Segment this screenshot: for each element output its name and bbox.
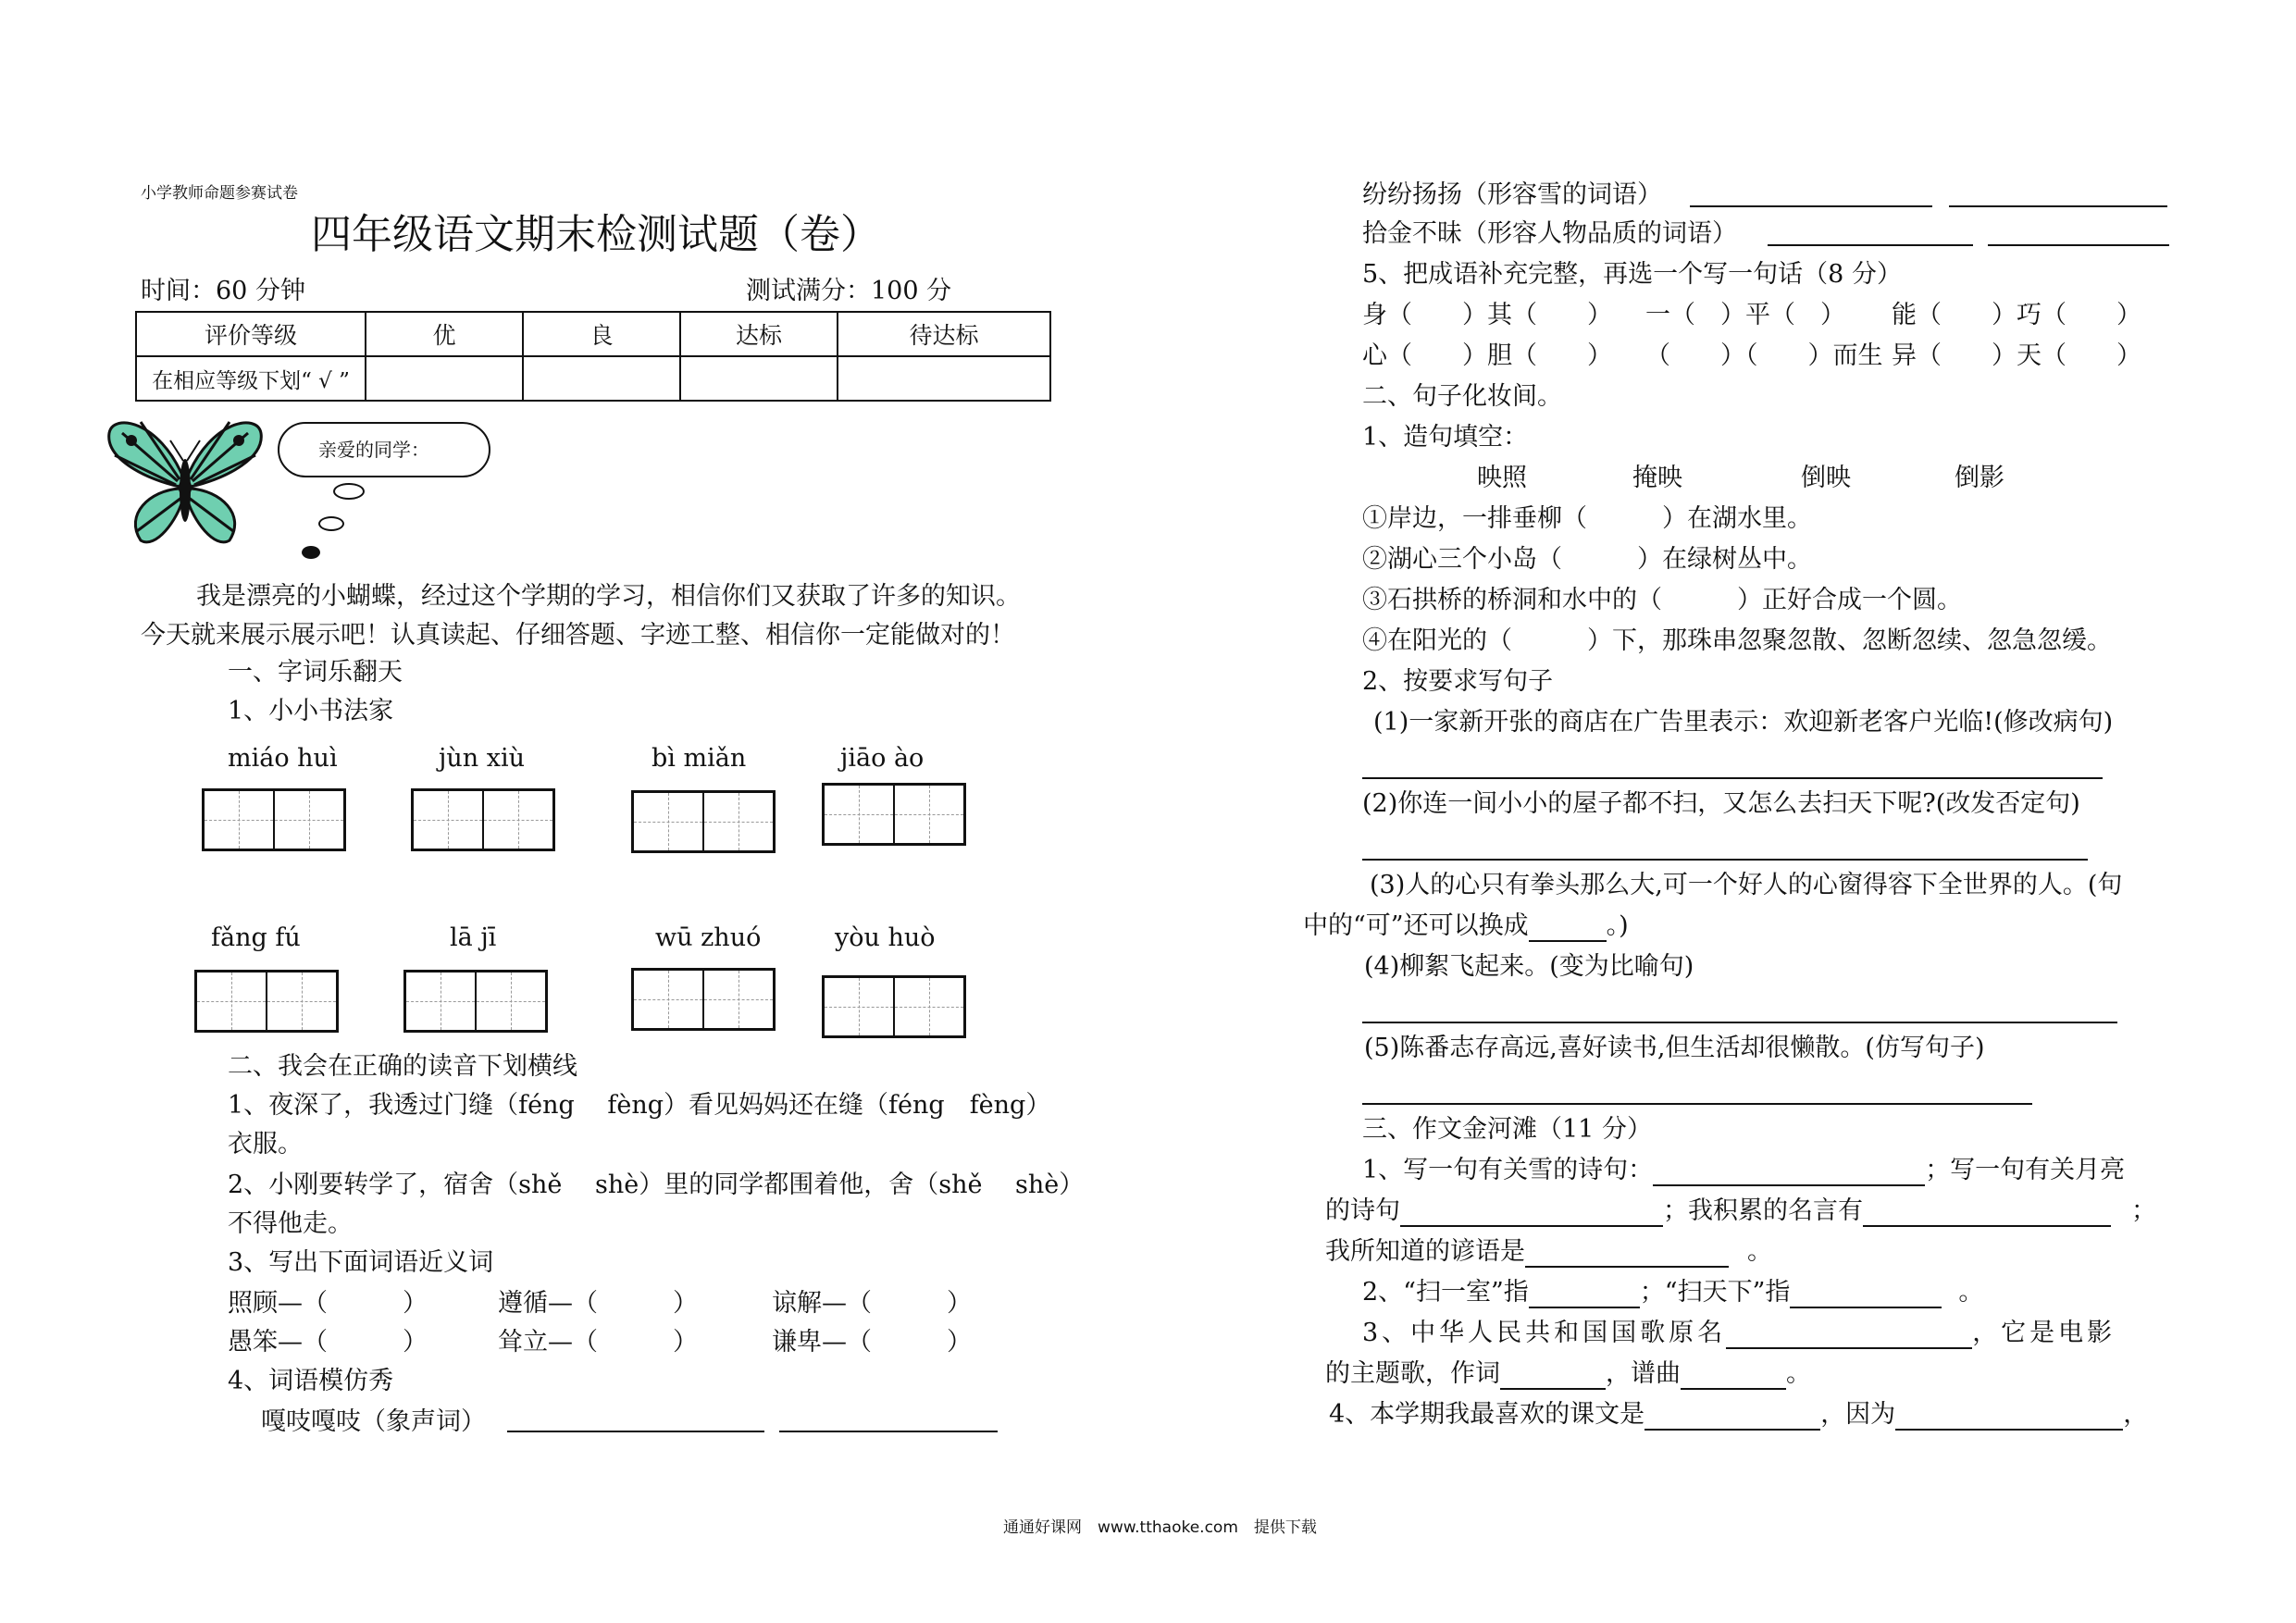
question-heading: 1、造句填空： bbox=[1362, 423, 1529, 452]
question-text-part: 。 bbox=[1958, 1278, 1984, 1307]
pinyin-label: jiāo ào bbox=[840, 744, 925, 773]
eval-mark-cell[interactable] bbox=[838, 356, 1050, 401]
answer-line[interactable] bbox=[779, 1408, 998, 1432]
question-heading: 5、把成语补充完整，再选一个写一句话（8 分） bbox=[1362, 260, 1902, 289]
idiom-item[interactable]: 能（ ）巧（ ） bbox=[1892, 301, 2141, 329]
writing-grid[interactable] bbox=[822, 783, 966, 846]
question-text: 1、夜深了，我透过门缝（féng fèng）看见妈妈还在缝（féng fèng） bbox=[228, 1091, 1051, 1120]
idiom-item[interactable]: 身（ ）其（ ） bbox=[1362, 301, 1612, 329]
question-text: (2)你连一间小小的屋子都不扫，又怎么去扫天下呢?(改发否定句) bbox=[1362, 789, 2080, 818]
pinyin-label: jùn xiù bbox=[439, 744, 525, 773]
eval-cell: 良 bbox=[523, 312, 680, 356]
question-text bbox=[1325, 1196, 2156, 1227]
answer-line[interactable] bbox=[1726, 1325, 1972, 1349]
speech-cloud bbox=[278, 422, 490, 477]
pinyin-label: wū zhuó bbox=[655, 923, 762, 952]
full-score: 测试满分：100 分 bbox=[746, 277, 952, 305]
answer-line[interactable] bbox=[1525, 1244, 1729, 1268]
answer-line[interactable] bbox=[1362, 836, 2088, 861]
question-text-part: 中的“可”还可以换成 bbox=[1303, 911, 1529, 940]
thought-bubble bbox=[302, 546, 320, 559]
question-text-part: 2、“扫一室”指 bbox=[1362, 1278, 1529, 1307]
question-text-part: ，谱曲 bbox=[1606, 1359, 1681, 1388]
pinyin-label: bì miǎn bbox=[652, 744, 747, 773]
idiom-item[interactable]: 异（ ）天（ ） bbox=[1892, 341, 2141, 370]
question-text bbox=[1329, 1399, 2148, 1431]
answer-line[interactable] bbox=[1988, 222, 2169, 246]
eval-mark-cell[interactable] bbox=[680, 356, 838, 401]
question-text-part: ；“扫天下”指 bbox=[1639, 1278, 1791, 1307]
question-text: 衣服。 bbox=[228, 1130, 303, 1158]
eval-mark-cell[interactable] bbox=[523, 356, 680, 401]
word-option: 倒影 bbox=[1955, 464, 2004, 492]
word-option: 倒映 bbox=[1801, 464, 1851, 492]
idiom-item[interactable]: （ ）（ ）而生 bbox=[1645, 341, 1883, 370]
question-text bbox=[1362, 1318, 2116, 1349]
question-text bbox=[1325, 1358, 1811, 1390]
question-text-part: ； bbox=[2131, 1196, 2156, 1225]
question-text: 2、小刚要转学了，宿舍（shě shè）里的同学都围着他，舍（shě shè） bbox=[228, 1171, 1085, 1199]
question-heading: 4、词语模仿秀 bbox=[228, 1367, 394, 1395]
synonym-item[interactable]: 愚笨—（ ） bbox=[228, 1328, 428, 1357]
fill-sentence[interactable]: ①岸边，一排垂柳（ ）在湖水里。 bbox=[1362, 504, 1812, 533]
synonym-item[interactable]: 照顾—（ ） bbox=[228, 1289, 428, 1318]
pinyin-label: fǎng fú bbox=[211, 923, 301, 952]
eval-cell: 评价等级 bbox=[136, 312, 366, 356]
answer-line[interactable] bbox=[1790, 1284, 1942, 1308]
question-text-part: ；写一句有关月亮 bbox=[1925, 1156, 2126, 1184]
answer-line[interactable] bbox=[1362, 1081, 2032, 1105]
section-heading: 三、作文金河滩（11 分） bbox=[1362, 1115, 1652, 1144]
butterfly-icon bbox=[104, 413, 267, 553]
writing-grid[interactable] bbox=[822, 975, 966, 1038]
fill-sentence[interactable]: ③石拱桥的桥洞和水中的（ ）正好合成一个圆。 bbox=[1362, 586, 1962, 614]
section-heading: 一、字词乐翻天 bbox=[228, 658, 403, 687]
answer-line[interactable] bbox=[1949, 183, 2167, 207]
answer-line[interactable] bbox=[1681, 1366, 1786, 1390]
writing-grid[interactable] bbox=[411, 788, 555, 851]
question-text bbox=[1362, 1155, 2125, 1186]
answer-line[interactable] bbox=[1653, 1162, 1925, 1186]
question-text-part: 的主题歌，作词 bbox=[1325, 1359, 1500, 1388]
evaluation-table bbox=[135, 311, 1051, 402]
thought-bubble bbox=[318, 516, 344, 531]
question-heading: 2、按要求写句子 bbox=[1362, 667, 1554, 696]
eval-cell: 待达标 bbox=[838, 312, 1050, 356]
exam-subtitle: 小学教师命题参赛试卷 bbox=[141, 184, 298, 203]
answer-line[interactable] bbox=[1644, 1406, 1820, 1431]
idiom-item[interactable]: 心（ ）胆（ ） bbox=[1362, 341, 1612, 370]
writing-grid[interactable] bbox=[631, 968, 776, 1031]
answer-line[interactable] bbox=[1690, 183, 1932, 207]
answer-line[interactable] bbox=[1768, 222, 1973, 246]
question-text: 不得他走。 bbox=[228, 1209, 353, 1238]
eval-cell: 达标 bbox=[680, 312, 838, 356]
idiom-item[interactable]: 一（ ）平（ ） bbox=[1645, 301, 1845, 329]
pinyin-label: yòu huò bbox=[835, 923, 936, 952]
section-heading: 二、句子化妆间。 bbox=[1362, 382, 1562, 411]
answer-line[interactable] bbox=[1400, 1203, 1663, 1227]
fill-sentence[interactable]: ④在阳光的（ ）下，那珠串忽聚忽散、忽断忽续、忽急忽缓。 bbox=[1362, 626, 2112, 655]
question-text: (3)人的心只有拳头那么大,可一个好人的心窗得容下全世界的人。(句 bbox=[1370, 871, 2123, 899]
answer-line[interactable] bbox=[1529, 1284, 1640, 1308]
pinyin-label: lā jī bbox=[450, 923, 497, 952]
question-text-part: ， bbox=[2123, 1400, 2149, 1429]
eval-mark-cell[interactable] bbox=[366, 356, 523, 401]
question-heading: 3、写出下面词语近义词 bbox=[228, 1248, 494, 1277]
question-text bbox=[1325, 1236, 1772, 1268]
exam-time: 时间：60 分钟 bbox=[141, 277, 305, 305]
question-heading: 1、小小书法家 bbox=[228, 697, 394, 725]
intro-line: 今天就来展示展示吧！认真读起、仔细答题、字迹工整、相信你一定能做对的！ bbox=[141, 621, 1015, 650]
question-text-part: 我所知道的谚语是 bbox=[1325, 1237, 1525, 1266]
writing-grid[interactable] bbox=[631, 790, 776, 853]
question-text-part: 。) bbox=[1606, 911, 1629, 940]
question-text-part: 的诗句 bbox=[1325, 1196, 1400, 1225]
question-text-part: 1、写一句有关雪的诗句： bbox=[1362, 1156, 1654, 1184]
question-text bbox=[1303, 911, 1629, 942]
answer-line[interactable] bbox=[507, 1408, 764, 1432]
eval-cell: 优 bbox=[366, 312, 523, 356]
answer-line[interactable] bbox=[1500, 1366, 1606, 1390]
question-text: (4)柳絮飞起来。(变为比喻句) bbox=[1364, 952, 1694, 981]
question-text: 嘎吱嘎吱（象声词） bbox=[261, 1407, 486, 1436]
word-option: 掩映 bbox=[1632, 464, 1682, 492]
page-title: 四年级语文期末检测试题（卷） bbox=[311, 211, 881, 258]
synonym-item[interactable]: 耸立—（ ） bbox=[498, 1328, 698, 1357]
synonym-item[interactable]: 谦卑—（ ） bbox=[772, 1328, 972, 1357]
footer-text: 通通好课网 www.tthaoke.com 提供下载 bbox=[1003, 1518, 1317, 1537]
cloud-text: 亲爱的同学： bbox=[318, 439, 429, 461]
thought-bubble bbox=[333, 483, 365, 500]
question-text: 纷纷扬扬（形容雪的词语） bbox=[1362, 180, 1662, 209]
answer-line[interactable] bbox=[1362, 999, 2117, 1023]
writing-grid[interactable] bbox=[194, 970, 339, 1033]
writing-grid[interactable] bbox=[403, 970, 548, 1033]
question-text: 拾金不昧（形容人物品质的词语） bbox=[1362, 219, 1737, 248]
eval-header-row bbox=[136, 312, 1050, 356]
answer-line[interactable] bbox=[1529, 918, 1607, 942]
question-text-part: ；我积累的名言有 bbox=[1663, 1196, 1863, 1225]
question-text-part: ，因为 bbox=[1820, 1400, 1896, 1429]
answer-line[interactable] bbox=[1863, 1203, 2111, 1227]
eval-mark-row bbox=[136, 356, 1050, 401]
question-text-part: 4、本学期我最喜欢的课文是 bbox=[1329, 1400, 1645, 1429]
section-heading: 二、我会在正确的读音下划横线 bbox=[228, 1052, 577, 1081]
question-text-part: ，它是电影 bbox=[1972, 1319, 2116, 1347]
question-text-part: 。 bbox=[1747, 1237, 1772, 1266]
synonym-item[interactable]: 遵循—（ ） bbox=[498, 1289, 698, 1318]
question-text: (1)一家新开张的商店在广告里表示：欢迎新老客户光临!(修改病句) bbox=[1373, 708, 2114, 737]
synonym-item[interactable]: 谅解—（ ） bbox=[772, 1289, 972, 1318]
answer-line[interactable] bbox=[1362, 755, 2103, 779]
question-text: (5)陈番志存高远,喜好读书,但生活却很懒散。(仿写句子) bbox=[1364, 1034, 1985, 1062]
question-text-part: 。 bbox=[1786, 1359, 1811, 1388]
question-text-part: 3、中华人民共和国国歌原名 bbox=[1362, 1319, 1727, 1347]
eval-cell: 在相应等级下划“ √ ” bbox=[136, 356, 366, 401]
pinyin-label: miáo huì bbox=[228, 744, 338, 773]
intro-line: 我是漂亮的小蝴蝶，经过这个学期的学习，相信你们又获取了许多的知识。 bbox=[196, 582, 1021, 611]
question-text bbox=[1362, 1277, 1983, 1308]
fill-sentence[interactable]: ②湖心三个小岛（ ）在绿树丛中。 bbox=[1362, 545, 1812, 574]
answer-line[interactable] bbox=[1895, 1406, 2123, 1431]
word-option: 映照 bbox=[1477, 464, 1527, 492]
writing-grid[interactable] bbox=[202, 788, 346, 851]
